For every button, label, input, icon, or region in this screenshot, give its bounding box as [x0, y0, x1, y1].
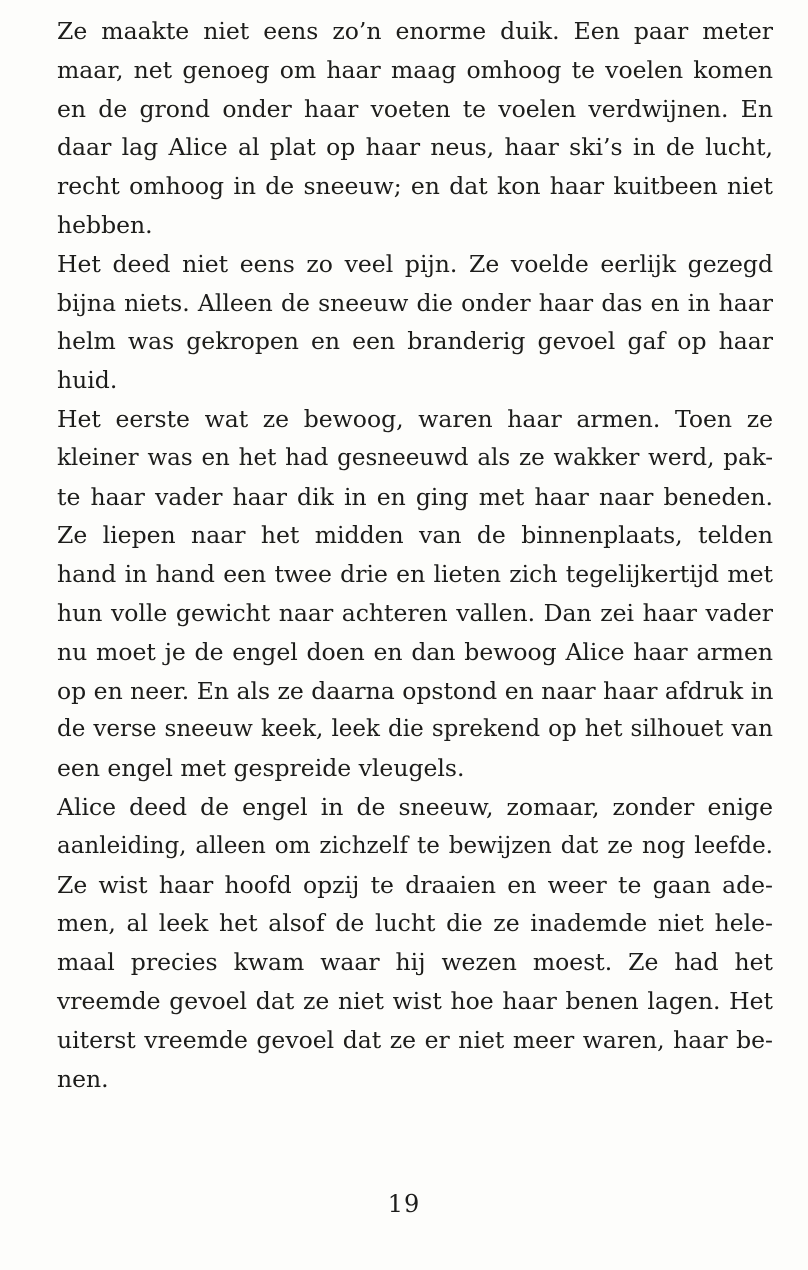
paragraph-1-line-3: en de grond onder haar voeten te voelen verdwijnen. En	[57, 94, 773, 123]
paragraph-4-line-5: maal precies kwam waar hij wezen moest. Ze had het	[57, 948, 773, 977]
paragraph-3-line-2: kleiner was en het had gesneeuwd als ze wakker werd, pak-	[57, 444, 773, 471]
paragraph-3-line-3: te haar vader haar dik in en ging met haar naar beneden.	[57, 482, 773, 511]
paragraph-1-line-2: maar, net genoeg om haar maag omhoog te voelen komen	[57, 55, 773, 84]
paragraph-1-line-5: recht omhoog in de sneeuw; en dat kon haar kuitbeen niet	[57, 172, 773, 201]
paragraph-4-line-2: aanleiding, alleen om zichzelf te bewijzen dat ze nog leefde.	[57, 832, 773, 859]
paragraph-3-line-1: Het eerste wat ze bewoog, waren haar armen. Toen ze	[57, 404, 773, 433]
paragraph-2-line-1: Het deed niet eens zo veel pijn. Ze voelde eerlijk gezegd	[57, 249, 773, 278]
paragraph-1-line-4: daar lag Alice al plat op haar neus, haar ski’s in de lucht,	[57, 133, 773, 162]
paragraph-1-line-6: hebben.	[57, 210, 153, 239]
paragraph-2-line-2: bijna niets. Alleen de sneeuw die onder haar das en in haar	[57, 288, 773, 317]
paragraph-3-line-6: hun volle gewicht naar achteren vallen. Dan zei haar vader	[57, 598, 773, 627]
paragraph-3-line-5: hand in hand een twee drie en lieten zich tegelijkertijd met	[57, 560, 773, 589]
paragraph-2-line-3: helm was gekropen en een branderig gevoel gaf op haar	[57, 327, 773, 356]
body-text	[57, 12, 773, 1098]
paragraph-3-line-8: op en neer. En als ze daarna opstond en naar haar afdruk in	[57, 676, 774, 705]
page-number: 19	[387, 1190, 421, 1218]
paragraph-4-line-8: nen.	[57, 1064, 109, 1093]
paragraph-2-line-4: huid.	[57, 366, 118, 395]
paragraph-4-line-4: men, al leek het alsof de lucht die ze inademde niet hele-	[57, 909, 773, 938]
paragraph-3-line-9: de verse sneeuw keek, leek die sprekend op het silhouet van	[57, 716, 773, 743]
paragraph-1-line-1: Ze maakte niet eens zo’n enorme duik. Een paar meter	[57, 17, 773, 45]
paragraph-4-line-3: Ze wist haar hoofd opzij te draaien en weer te gaan ade-	[57, 870, 773, 899]
paragraph-3-line-7: nu moet je de engel doen en dan bewoog Alice haar armen	[57, 637, 773, 666]
paragraph-4-line-1: Alice deed de engel in de sneeuw, zomaar, zonder enige	[57, 792, 773, 821]
paragraph-3-line-10: een engel met gespreide vleugels.	[57, 754, 465, 783]
paragraph-4-line-7: uiterst vreemde gevoel dat ze er niet meer waren, haar be-	[57, 1025, 773, 1054]
paragraph-3-line-4: Ze liepen naar het midden van de binnenplaats, telden	[57, 521, 773, 550]
paragraph-4-line-6: vreemde gevoel dat ze niet wist hoe haar benen lagen. Het	[57, 986, 773, 1015]
